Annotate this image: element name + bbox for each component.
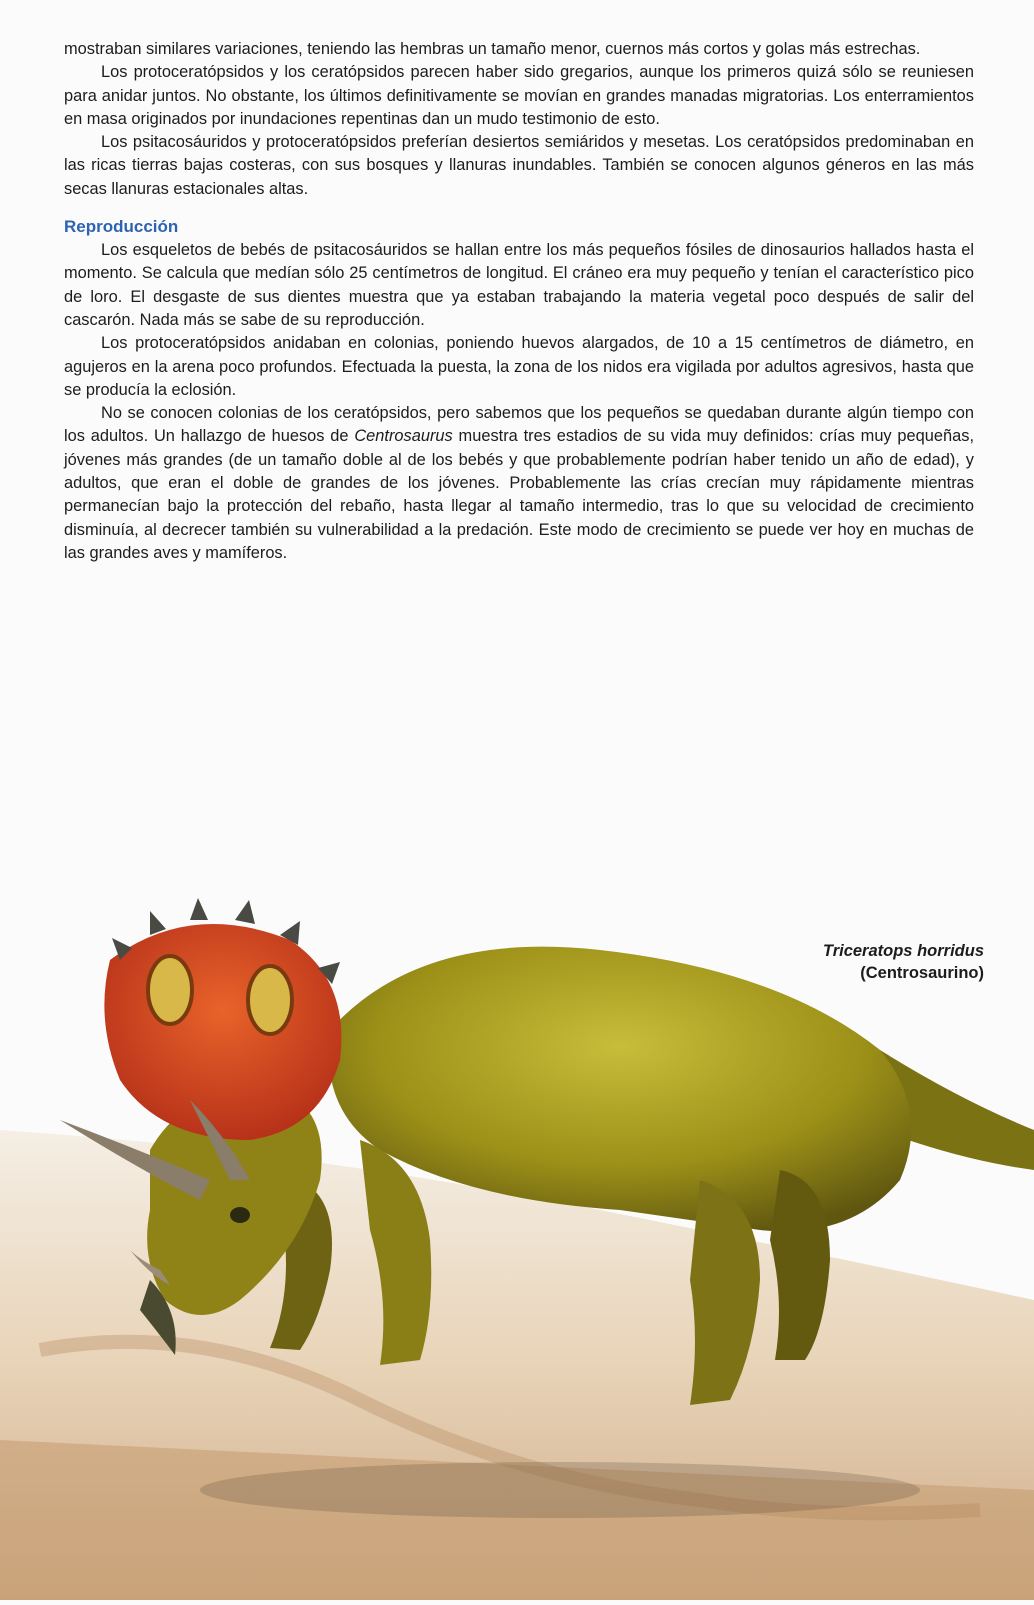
- paragraph-psitacosauridos: Los esqueletos de bebés de psitacosáuridos se hallan entre los más pequeños fósiles de dinosaurios hallados hasta el momento. Se calcula que medían sólo 25 centímetros de longitud. El cráneo era muy pequeño y tenían el característico pico de loro. El desgaste de sus dientes muestra que ya estaban trabajando la materia vegetal poco después de salir del cascarón. Nada más se sabe de su reproducción.: [64, 241, 974, 329]
- paragraph-protoceratopsidos: Los protoceratópsidos anidaban en colonias, poniendo huevos alargados, de 10 a 15 centímetros de diámetro, en agujeros en la arena poco profundos. Efectuada la puesta, la zona de los nidos era vigilada por adultos agresivos, hasta que se producía la eclosión.: [64, 334, 974, 399]
- centrosaurus-term: Centrosaurus: [354, 427, 453, 446]
- illustration-caption: [823, 940, 984, 984]
- section-heading-reproduccion: Reproducción: [64, 217, 179, 237]
- paragraph-ceratopsidos-end: muestra tres estadios de su vida muy definidos: crías muy pequeñas, jóvenes más grandes (de un tamaño doble al de los bebés y que probablemente podrían haber tenido un año de edad), y adultos, que eran el doble de grandes de los jóvenes. Probablemente las crías crecían muy rápidamente mientras permanecían bajo la protección del rebaño, hasta llegar al tamaño intermedio, tras lo que su velocidad de crecimiento disminuía, al decrecer también su vulnerabilidad a la predación. Este modo de crecimiento se puede ver hoy en muchas de las grandes aves y mamíferos.: [64, 427, 974, 562]
- caption-species: Triceratops horridus: [822, 942, 984, 960]
- triceratops-illustration: [0, 880, 1034, 1600]
- paragraph-ceratopsidos-start: No se conocen colonias de los ceratópsidos, pero sabemos que los pequeños se quedaban durante algún tiempo con los adultos. Un hallazgo de huesos de: [64, 404, 974, 446]
- paragraph-gregarios: Los protoceratópsidos y los ceratópsidos parecen haber sido gregarios, aunque los primeros quizá sólo se reuniesen para anidar juntos. No obstante, los últimos definitivamente se movían en grandes manadas migratorias. Los enterramientos en masa originados por inundaciones repentinas dan un mudo testimonio de esto.: [64, 63, 974, 128]
- paragraph-habitats: Los psitacosáuridos y protoceratópsidos preferían desiertos semiáridos y mesetas. Los ceratópsidos predominaban en las ricas tierras bajas costeras, con sus bosques y llanuras inundables. También se conocen algunos géneros en las más secas llanuras estacionales altas.: [64, 133, 974, 198]
- body-text: [64, 38, 974, 565]
- paragraph-variaciones: mostraban similares variaciones, teniendo las hembras un tamaño menor, cuernos más cortos y golas más estrechas.: [64, 40, 921, 58]
- caption-group: (Centrosaurino): [860, 964, 984, 982]
- paragraph-ceratopsidos: [64, 402, 974, 565]
